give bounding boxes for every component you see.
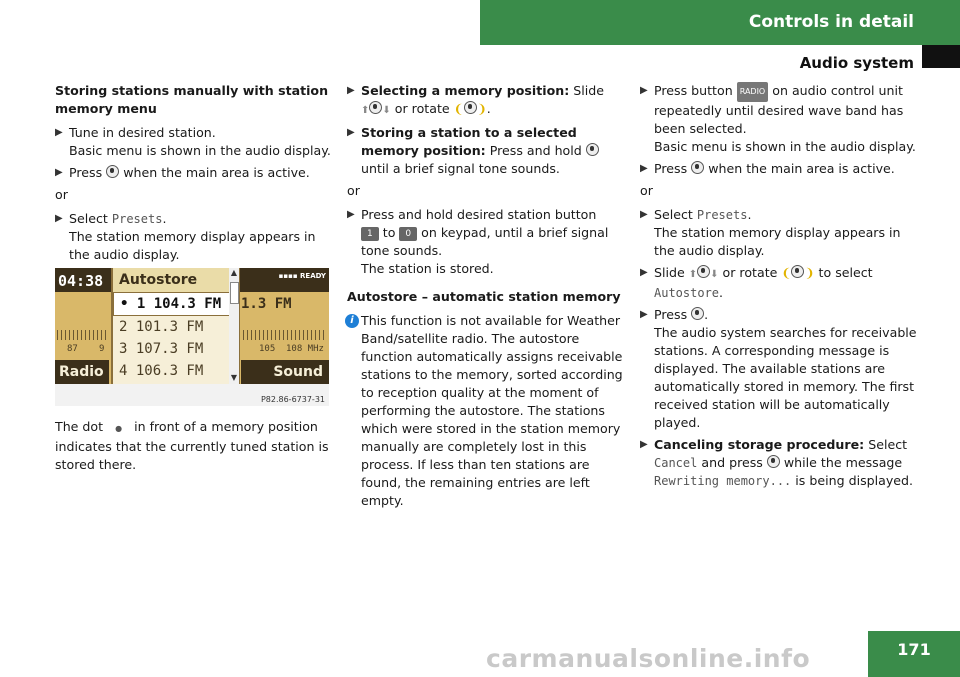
page-number: 171 [897,640,931,659]
step-cancel [640,436,922,490]
controller-press-icon [691,307,704,320]
or-text: or [347,183,360,198]
step-text: Select [654,207,693,222]
figure-reference: P82.86-6737-31 [260,395,325,404]
step-subtext: The station memory display appears in the audio display. [69,229,316,262]
controller-icon [464,101,477,114]
radio-button-icon: RADIO [737,82,769,102]
step-text: and press [701,455,763,470]
watermark: carmanualsonline.info [486,644,811,673]
slide-up-icon: ⬆ [361,105,370,116]
slide-up-icon: ⬆ [688,269,698,280]
arrow-icon: ▶ [640,85,648,96]
tick-label: 105 [259,344,276,354]
display-clock: 04:38 [58,272,104,290]
step-select-autostore [640,264,922,302]
step-text: or rotate [722,265,778,280]
step-text: Tune in desired station. [69,125,216,140]
step-text: Press [654,161,688,176]
step-text: on audio control unit repeatedly until desired wave band has been selected. [654,83,904,136]
or-text: or [640,183,653,198]
step-text: or rotate [394,101,450,116]
memory-row-selected: • 1 104.3 FM [113,292,231,316]
scroll-up-icon: ▲ [230,268,238,277]
caption-text: The dot [55,419,104,434]
scroll-thumb [230,282,239,304]
memory-row: 4 106.3 FM [119,363,204,379]
step-text: on keypad, until a brief signal tone sounds. [361,225,609,258]
step-press [55,164,331,182]
step-text: . [704,307,709,322]
memory-row: 2 101.3 FM [119,319,204,335]
display-text-autostore: Autostore [654,286,720,300]
step-label: Canceling storage procedure: [654,437,865,452]
display-text-cancel: Cancel [654,456,698,470]
step-text: to [382,225,396,240]
step-text: Select [868,437,908,452]
controller-press-icon [691,161,704,174]
column-2 [347,82,625,510]
step-text: . [719,285,724,300]
step-text: is being displayed. [795,473,914,488]
rotate-right-icon: ❩ [476,102,487,116]
heading-autostore: Autostore – automatic station memory [347,289,621,304]
info-text: This function is not available for Weather Band/satellite radio. The autostore function automatically assigns receivable stations to the memory, sorted according to reception quality at the moment of performing the autostore. The stations which were stored in the station memory manually are completely lost in this process. If less than ten stations are found, the remaining entries are left empty. [361,313,623,508]
display-screen [55,268,329,384]
keypad-1-icon: 1 [361,227,379,241]
display-text-rewriting: Rewriting memory... [654,474,792,488]
display-sound-softkey: Sound [241,360,329,384]
step-text: . [486,101,491,116]
step-storing [347,124,625,178]
arrow-icon: ▶ [55,127,63,138]
step-label: Storing a station to a selected memory position: [361,125,577,158]
controller-press-icon [586,143,599,156]
step-text: . [162,211,167,226]
step-press [640,160,922,178]
step-text: Press [654,307,688,322]
display-text-presets: Presets [696,208,748,222]
step-text: Press and hold [489,143,582,158]
frequency-scale-left [57,330,107,340]
step-text: Press and hold desired station button [361,207,597,222]
scroll-down-icon: ▼ [230,373,238,382]
arrow-icon: ▶ [640,439,648,450]
arrow-icon: ▶ [55,167,63,178]
display-ready-indicator: ▪▪▪▪ READY [278,272,326,280]
step-subtext: Basic menu is shown in the audio display. [69,143,331,158]
section-title: Controls in detail [748,12,914,32]
step-subtext: The station is stored. [361,261,494,276]
menu-scrollbar [229,268,240,384]
step-text: Slide [573,83,604,98]
controller-press-icon [106,165,119,178]
arrow-icon: ▶ [640,209,648,220]
tick-label: 9 [99,344,105,354]
slide-down-icon: ⬇ [382,105,391,116]
slide-down-icon: ⬇ [710,269,719,280]
column-1 [55,82,331,268]
dot-icon: ● [115,424,123,433]
info-icon: i [345,314,359,328]
controller-icon [697,265,710,278]
tick-label: 108 MHz [286,344,324,354]
arrow-icon: ▶ [55,213,63,224]
controller-press-icon [767,455,780,468]
step-text: Press [69,165,103,180]
or-text: or [55,187,68,202]
display-radio-softkey: Radio [55,360,109,384]
heading-manual-storing: Storing stations manually with station memory menu [55,83,329,116]
step-subtext: The audio system searches for receivable stations. A corresponding message is displayed. The available stations are automatically stored in memory. The first received station will be automatically played. [654,325,917,430]
current-frequency: 1.3 FM [241,296,292,312]
tick-label: 87 [67,344,78,354]
step-select-presets [55,210,331,264]
station-memory-menu [111,268,233,384]
rotate-left-icon: ❨ [453,102,464,116]
caption [55,418,331,474]
step-text: . [747,207,752,222]
rotate-left-icon: ❨ [781,266,792,280]
step-press-confirm [640,306,922,432]
caption-text: in front of a memory position indicates that the currently tuned station is stored there. [55,419,329,472]
rotate-right-icon: ❩ [804,266,815,280]
step-text: until a brief signal tone sounds. [361,161,560,176]
step-text: Select [69,211,108,226]
step-text: when the main area is active. [708,161,895,176]
controller-icon [791,265,804,278]
ready-label: READY [300,272,326,280]
display-text-presets: Presets [111,212,163,226]
step-label: Selecting a memory position: [361,83,570,98]
frequency-scale-right [243,330,327,340]
step-subtext: The station memory display appears in the audio display. [654,225,901,258]
arrow-icon: ▶ [640,309,648,320]
step-selecting-memory [347,82,625,120]
step-subtext: Basic menu is shown in the audio display. [654,139,916,154]
step-text: Slide [654,265,685,280]
step-tune [55,124,331,160]
step-text: to select [818,265,873,280]
arrow-icon: ▶ [347,85,355,96]
arrow-icon: ▶ [347,127,355,138]
step-text: while the message [783,455,903,470]
step-text: when the main area is active. [123,165,310,180]
controller-icon [369,101,382,114]
section-tab [922,45,960,68]
step-hold-button [347,206,625,278]
audio-display-image [55,268,329,406]
memory-row: 3 107.3 FM [119,341,204,357]
keypad-0-icon: 0 [399,227,417,241]
arrow-icon: ▶ [347,209,355,220]
arrow-icon: ▶ [640,163,648,174]
arrow-icon: ▶ [640,267,648,278]
step-select-presets [640,206,922,260]
column-3 [640,82,922,494]
step-radio-button [640,82,922,156]
step-text: Press button [654,83,733,98]
subsection-title: Audio system [799,54,914,72]
info-note [347,312,625,510]
menu-title: Autostore [113,268,231,292]
